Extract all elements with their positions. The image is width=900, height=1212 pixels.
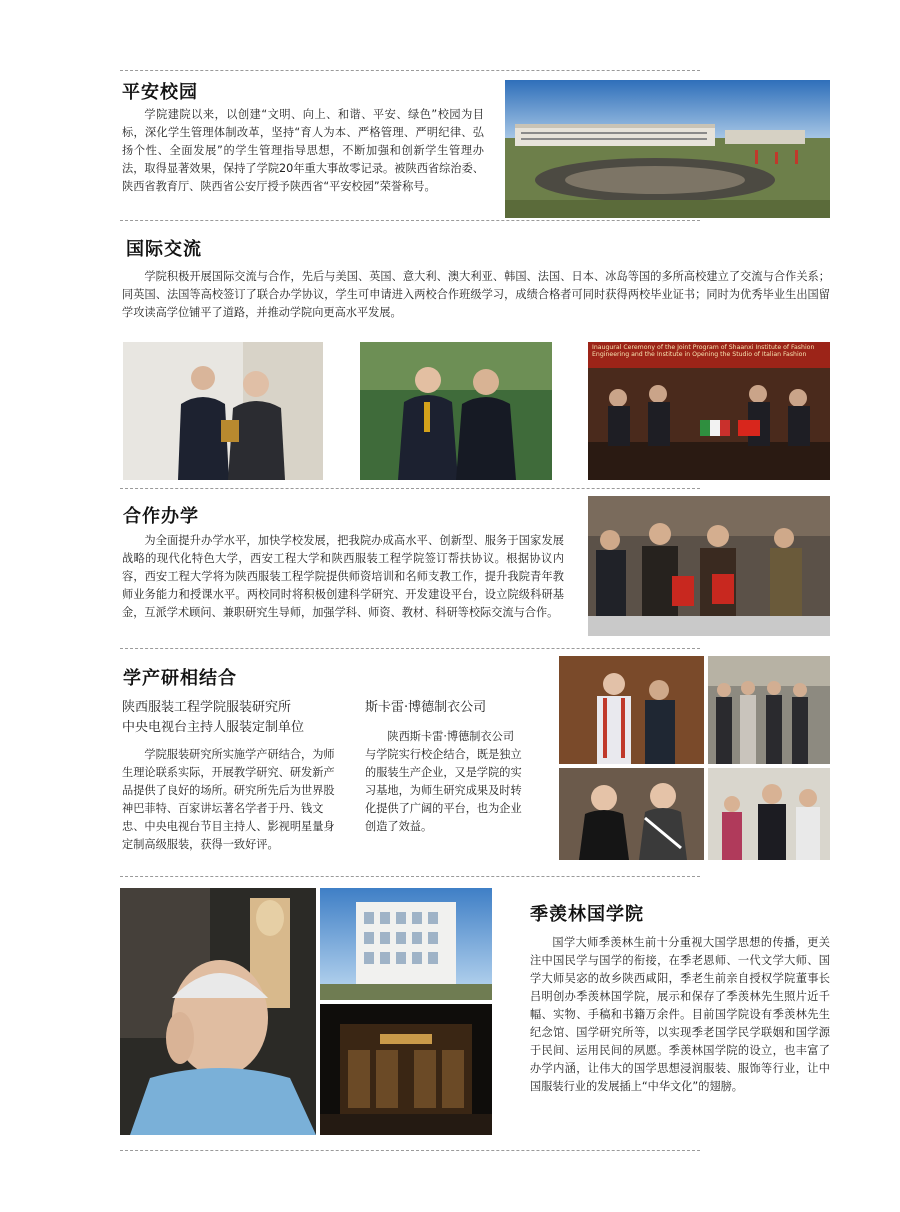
section-title-international: 国际交流 xyxy=(126,239,202,260)
section-text-institute xyxy=(122,746,337,854)
section-text-company xyxy=(365,728,525,836)
section-title-cooperation: 合作办学 xyxy=(123,506,199,527)
paragraph: 学院建院以来，以创建“文明、向上、和谐、平安、绿色”校园为目标，深化学生管理体制改革，坚持“育人为本、严格管理、严明纪律、弘扬个性、全面发展”的学生管理指导思想，不断加强和创新学生管理办法，取得显著效果，保持了学院20年重大事故零记录。被陕西省综治委、陕西省教育厅、陕西省公安厅授予陕西省“平安校园”荣誉称号。 xyxy=(122,108,484,193)
company-subtitle: 斯卡雷·博德制衣公司 xyxy=(365,700,487,715)
section-text-guoxue xyxy=(530,934,830,1096)
section-title-guoxue: 季羡林国学院 xyxy=(530,904,644,925)
tailoring-photo-1 xyxy=(559,656,704,764)
section-text-cooperation xyxy=(122,532,564,622)
divider xyxy=(120,220,700,221)
banner-text: Inaugural Ceremony of the Joint Program of Shaanxi Institute of Fashion Engineering and the Institute in Opening the Studio of Italian Fashion xyxy=(592,344,815,358)
divider xyxy=(120,1150,700,1151)
tailoring-photo-3 xyxy=(559,768,704,860)
section-title-safe-campus: 平安校园 xyxy=(122,82,198,103)
ji-xianlin-portrait xyxy=(120,888,316,1135)
guoxue-building-photo xyxy=(320,888,492,1000)
section-title-industry: 学产研相结合 xyxy=(123,668,237,689)
institute-subtitle xyxy=(122,698,362,738)
paragraph: 学院服装研究所实施学产研结合，为师生理论联系实际，开展教学研究、研发新产品提供了良好的场所。研究所先后为世界股神巴菲特、百家讲坛著名学者于丹、钱文忠、中央电视台节目主持人、影视明星量身定制高级服装，获得一致好评。 xyxy=(122,748,335,851)
exchange-gift-photo xyxy=(123,342,323,480)
institute-subtitle-line2: 中央电视台主持人服装定制单位 xyxy=(122,720,305,735)
paragraph: 为全面提升办学水平，加快学校发展，把我院办成高水平、创新型、服务于国家发展战略的现代化特色大学，西安工程大学和陕西服装工程学院签订帮扶协议。根据协议内容，西安工程大学将为陕西服装工程学院提供师资培训和名师支教工作，提升我院青年教师业务能力和授课水平。两校同时将积极创建科学研究、开发建设平台，设立院级科研基金，互派学术顾问、兼职研究生导师，加强学科、师资、教材、科研等校际交流与合作。 xyxy=(122,534,564,619)
paragraph: 陕西斯卡雷·博德制衣公司与学院实行校企结合，既是独立的服装生产企业，又是学院的实习基地，为师生研究成果及时转化提供了广阔的平台，也为企业创造了效益。 xyxy=(365,730,522,833)
divider xyxy=(120,488,700,489)
agreement-signing-photo xyxy=(588,496,830,636)
exchange-handshake-photo xyxy=(360,342,552,480)
paragraph: 国学大师季羡林生前十分重视大国学思想的传播，更关注中国民学与国学的衔接，在季老恩师、一代文学大师、国学大师吴宓的故乡陕西咸阳，季老生前亲自授权学院董事长吕明创办季羡林国学院，展示和保存了季羡林先生照片近千幅、实物、手稿和书籍万余件。目前国学院设有季羡林先生纪念馆、国学研究所等，以实现季老国学民学联姻和国学源于民间、运用民间的夙愿。季羡林国学院的设立，也丰富了办学内涵，让伟大的国学思想浸润服装、服饰等行业，让中国服装行业的发展插上“中华文化”的翅膀。 xyxy=(530,936,830,1093)
memorial-hall-interior-photo xyxy=(320,1004,492,1135)
tailoring-photo-2 xyxy=(708,656,830,764)
section-text-safe-campus xyxy=(122,106,484,196)
campus-aerial-photo xyxy=(505,80,830,218)
divider xyxy=(120,70,700,71)
section-text-international xyxy=(122,268,830,322)
signing-ceremony-photo xyxy=(588,342,830,480)
institute-subtitle-line1: 陕西服装工程学院服装研究所 xyxy=(122,700,292,715)
divider xyxy=(120,876,700,877)
tailoring-photo-4 xyxy=(708,768,830,860)
divider xyxy=(120,648,700,649)
paragraph: 学院积极开展国际交流与合作，先后与美国、英国、意大利、澳大利亚、韩国、法国、日本、冰岛等国的多所高校建立了交流与合作关系；同英国、法国等高校签订了联合办学协议，学生可申请进入两校合作班级学习，成绩合格者可同时获得两校毕业证书；同时为优秀毕业生出国留学攻读高学位铺平了道路，并推动学院向更高水平发展。 xyxy=(122,270,830,319)
